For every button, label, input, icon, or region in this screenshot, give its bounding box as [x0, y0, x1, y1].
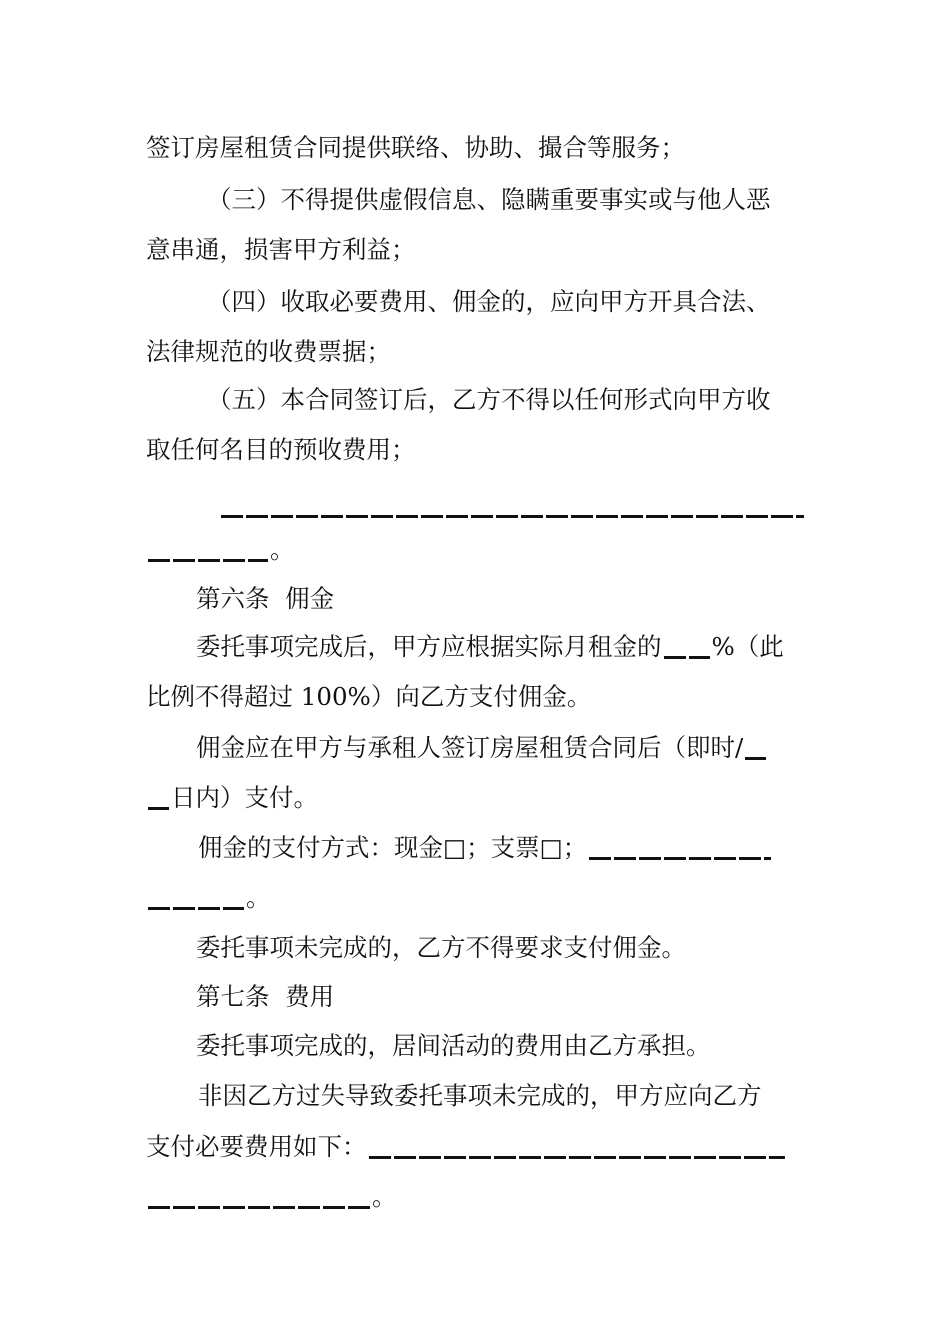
text-line: [146, 433, 416, 467]
text-segment: 委托事项未完成的，乙方不得要求支付佣金。: [196, 933, 686, 962]
fill-in-blank[interactable]: [662, 630, 712, 664]
text-line: [146, 680, 591, 714]
text-segment: 签订房屋租赁合同提供联络、协助、撮合等服务；: [146, 133, 685, 162]
text-line: [196, 931, 686, 965]
text-segment: 。: [246, 883, 271, 912]
text-segment: 第七条 费用: [196, 982, 335, 1011]
text-segment: （五）本合同签订后，乙方不得以任何形式向甲方收: [207, 385, 771, 414]
text-line: [207, 383, 771, 417]
text-segment: 。: [372, 1182, 397, 1211]
text-line: [146, 533, 295, 567]
fill-in-blank[interactable]: [146, 781, 171, 815]
fill-in-blank[interactable]: [367, 1130, 787, 1164]
text-segment: 非因乙方过失导致委托事项未完成的，甲方应向乙方: [198, 1081, 762, 1110]
text-segment: （三）不得提供虚假信息、隐瞒重要事实或与他人恶: [207, 185, 771, 214]
text-segment: 比例不得超过 100%）向乙方支付佣金。: [146, 682, 592, 711]
text-segment: 佣金的支付方式：现金□；支票□；: [198, 833, 588, 862]
fill-in-blank[interactable]: [743, 731, 768, 765]
text-segment: 佣金应在甲方与承租人签订房屋租赁合同后（即时/: [196, 733, 744, 762]
text-line: [146, 881, 271, 915]
section-heading: [196, 582, 334, 616]
text-line: [207, 285, 771, 319]
text-line: [146, 1130, 787, 1164]
fill-in-blank[interactable]: [587, 831, 773, 865]
text-line: [196, 630, 784, 664]
text-segment: 法律规范的收费票据；: [146, 337, 391, 366]
text-line: [146, 335, 391, 369]
fill-in-blank[interactable]: [146, 533, 270, 567]
text-line: [196, 731, 768, 765]
text-line: [146, 233, 416, 267]
text-line: [146, 1180, 397, 1214]
text-segment: 支付必要费用如下：: [146, 1132, 367, 1161]
fill-in-blank[interactable]: [219, 489, 806, 523]
text-segment: 取任何名目的预收费用；: [146, 435, 416, 464]
text-segment: 。: [270, 535, 295, 564]
text-line: [146, 131, 685, 165]
text-segment: 日内）支付。: [171, 783, 318, 812]
fill-in-blank[interactable]: [146, 1180, 372, 1214]
text-segment: 意串通，损害甲方利益；: [146, 235, 416, 264]
text-line: [196, 1029, 711, 1063]
text-line: [207, 183, 771, 217]
text-segment: 委托事项完成的，居间活动的费用由乙方承担。: [196, 1031, 711, 1060]
text-line: [198, 1079, 762, 1113]
text-line: [146, 781, 318, 815]
fill-in-blank[interactable]: [146, 881, 246, 915]
text-segment: 委托事项完成后，甲方应根据实际月租金的: [196, 632, 662, 661]
text-segment: 第六条 佣金: [196, 584, 335, 613]
section-heading: [196, 980, 334, 1014]
text-line: [219, 489, 806, 523]
text-line: [198, 831, 773, 865]
text-segment: %（此: [711, 632, 784, 661]
text-segment: （四）收取必要费用、佣金的，应向甲方开具合法、: [207, 287, 771, 316]
